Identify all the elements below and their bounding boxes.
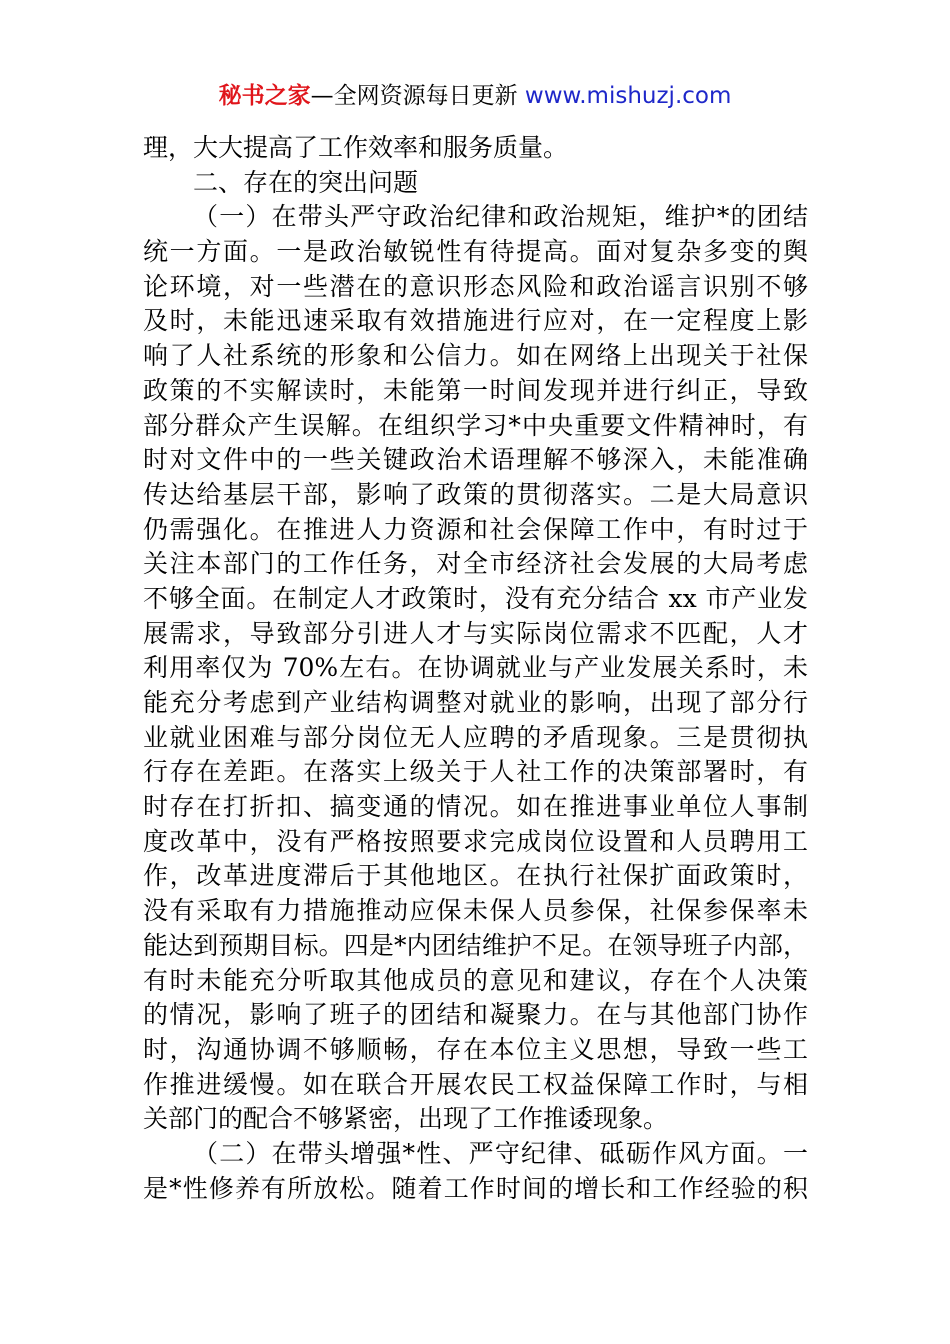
text-line: 作，改革进度滞后于其他地区。在执行社保扩面政策时， xyxy=(143,861,808,891)
text-line: 能达到预期目标。四是*内团结维护不足。在领导班子内部， xyxy=(143,930,808,960)
text-line: 仍需强化。在推进人力资源和社会保障工作中，有时过于 xyxy=(143,514,808,544)
text-line: 时，沟通协调不够顺畅，存在本位主义思想，导致一些工 xyxy=(143,1034,808,1064)
text-line: 利用率仅为 70%左右。在协调就业与产业发展关系时，未 xyxy=(143,653,808,683)
text-line: 时对文件中的一些关键政治术语理解不够深入，未能准确 xyxy=(143,445,808,475)
site-header xyxy=(0,80,950,112)
text-line: 能充分考虑到产业结构调整对就业的影响，出现了部分行 xyxy=(143,688,808,717)
text-line: 是*性修养有所放松。随着工作时间的增长和工作经验的积 xyxy=(143,1173,808,1203)
text-line: 度改革中，没有严格按照要求完成岗位设置和人员聘用工 xyxy=(143,826,808,856)
site-url-link[interactable]: www.mishuzj.com xyxy=(524,83,732,109)
paragraph-start-line: （二）在带头增强*性、严守纪律、砥砺作风方面。一 xyxy=(193,1138,808,1168)
text-line: 响了人社系统的形象和公信力。如在网络上出现关于社保 xyxy=(143,341,808,371)
text-line: 统一方面。一是政治敏锐性有待提高。面对复杂多变的舆 xyxy=(143,237,808,267)
text-line: 理，大大提高了工作效率和服务质量。 xyxy=(143,133,569,162)
text-line: 作推进缓慢。如在联合开展农民工权益保障工作时，与相 xyxy=(143,1069,808,1099)
text-line: 政策的不实解读时，未能第一时间发现并进行纠正，导致 xyxy=(143,375,808,405)
site-tagline: —全网资源每日更新 xyxy=(310,83,525,109)
text-line: 展需求，导致部分引进人才与实际岗位需求不匹配，人才 xyxy=(143,618,808,648)
text-line: 关部门的配合不够紧密，出现了工作推诿现象。 xyxy=(143,1104,669,1134)
document-body xyxy=(143,131,808,1206)
paragraph-start-line: （一）在带头严守政治纪律和政治规矩，维护*的团结 xyxy=(193,202,808,232)
text-line: 行存在差距。在落实上级关于人社工作的决策部署时，有 xyxy=(143,757,808,787)
text-line: 不够全面。在制定人才政策时，没有充分结合 xx 市产业发 xyxy=(143,583,808,613)
site-brand: 秘书之家 xyxy=(218,83,311,109)
text-line: 业就业困难与部分岗位无人应聘的矛盾现象。三是贯彻执 xyxy=(143,722,808,752)
text-line: 时存在打折扣、搞变通的情况。如在推进事业单位人事制 xyxy=(143,792,808,822)
text-line: 的情况，影响了班子的团结和凝聚力。在与其他部门协作 xyxy=(143,1000,808,1030)
text-line: 及时，未能迅速采取有效措施进行应对，在一定程度上影 xyxy=(143,306,808,336)
section-heading: 二、存在的突出问题 xyxy=(193,167,419,197)
text-line: 关注本部门的工作任务，对全市经济社会发展的大局考虑 xyxy=(143,549,808,579)
text-line: 部分群众产生误解。在组织学习*中央重要文件精神时，有 xyxy=(143,410,808,440)
text-line: 传达给基层干部，影响了政策的贯彻落实。二是大局意识 xyxy=(143,479,808,509)
text-line: 论环境，对一些潜在的意识形态风险和政治谣言识别不够 xyxy=(143,271,808,301)
text-line: 没有采取有力措施推动应保未保人员参保，社保参保率未 xyxy=(143,896,808,926)
text-line: 有时未能充分听取其他成员的意见和建议，存在个人决策 xyxy=(143,965,808,995)
